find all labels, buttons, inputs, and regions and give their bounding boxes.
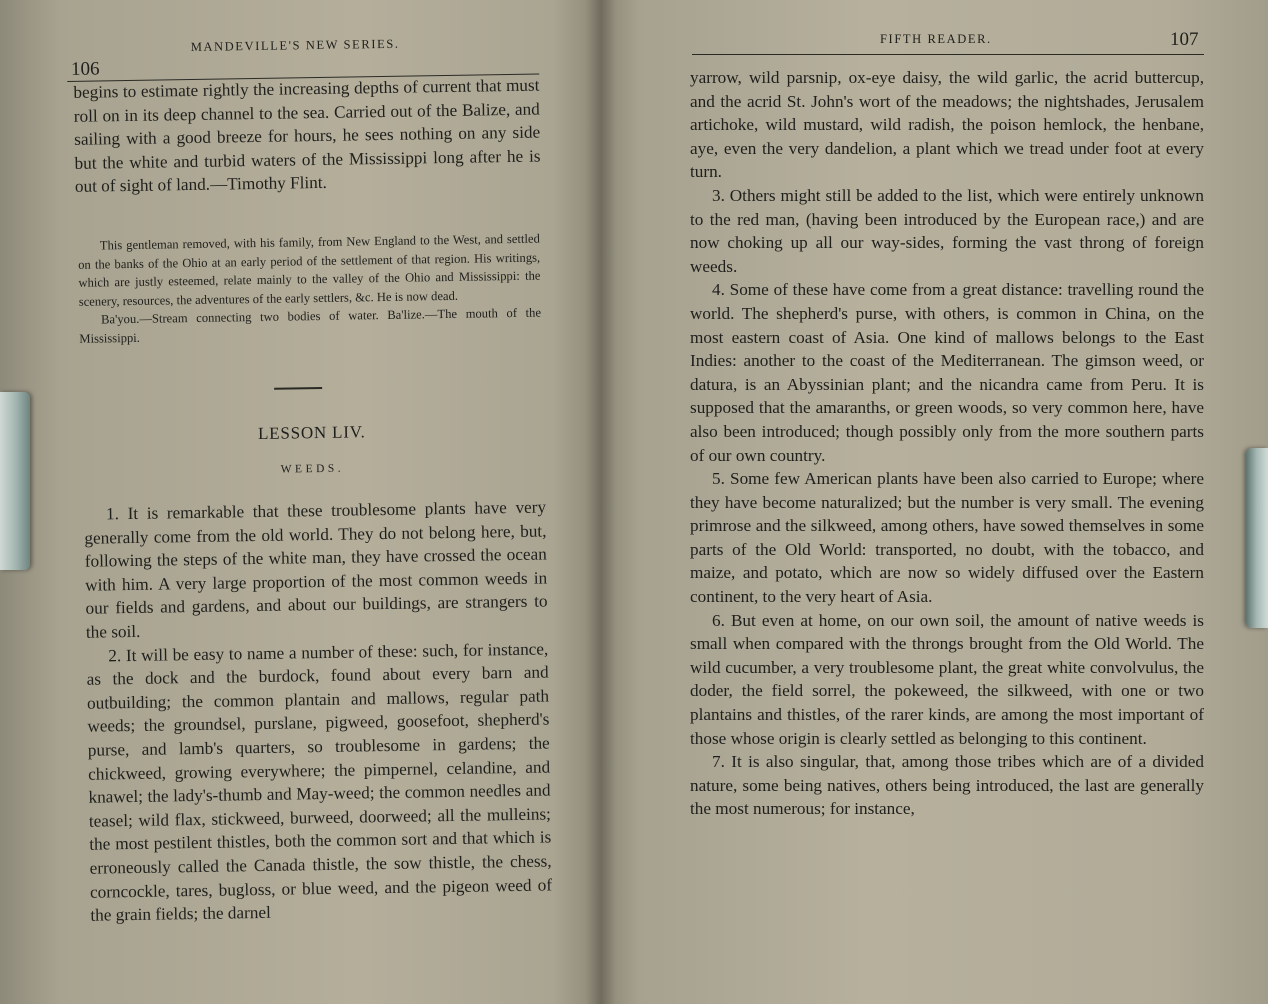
lesson-title: LESSON LIV. — [257, 422, 366, 443]
footnote-author: This gentleman removed, with his family, from New England to the West, and settled on the banks of the Ohio at an early period of the settlement of that region. His writings, which are justly esteemed, relate mainly to the valley of the Ohio and Mississippi: the scenery, resources, the adventures of the early settlers, &c. He is now dead. — [78, 231, 541, 309]
right-text — [690, 66, 1204, 821]
right-paragraph-4: 4. Some of these have come from a great distance: travelling round the world. The shepherd's purse, with others, is common in China, on the most eastern coast of Asia. One kind of mallows belongs to the East Indies: another to the coast of the Mediterranean. The gimson weed, or datura, is an Abyssinian plant; and the nicandra came from Peru. It is supposed that the amaranths, or green woods, so very common here, have also been introduced; though possibly only from the more southern parts of our own country. — [690, 280, 1204, 465]
left-continued-text — [73, 74, 541, 199]
footnote-glossary: Ba'you.—Stream connecting two bodies of water. Ba'lize.—The mouth of the Mississippi. — [79, 305, 542, 346]
left-page — [0, 0, 600, 1004]
lesson-paragraph-1: 1. It is remarkable that these troublesome plants have very generally come from the old world. They do not belong here, but, following the steps of the white man, they have crossed the ocean with him. A very large proportion of the most common weeds in our fields and gardens, and about our buildings, are strangers to the soil. — [84, 497, 548, 642]
left-paragraph-continued: begins to estimate rightly the increasing depths of current that must roll on in its deep channel to the sea. Carried out of the Balize, and sailing with a good breeze for hours, he sees nothing on any side but the white and turbid waters of the Mississippi long after he is out of sight of land.—Timothy Flint. — [73, 75, 541, 197]
lesson-paragraph-2: 2. It will be easy to name a number of these: such, for instance, as the dock and the burdock, found about every barn and outbuilding; the common plantain and mallows, regular path weeds; the groundsel, purslane, pigweed, goosefoot, shepherd's purse, and lamb's quarters, so troublesome in gardens; the chickweed, growing everywhere; the pimpernel, celandine, and knawel; the lady's-thumb and May-weed; the common needles and teasel; wild flax, stickweed, burweed, doorweed; all the mulleins; the most pestilent thistles, both the common sort and that which is erroneously called the Canada thistle, the sow thistle, the chess, corncockle, tares, bugloss, or blue weed, and the pigeon weed of the grain fields; the darnel — [86, 639, 553, 925]
right-paragraph-7: 7. It is also singular, that, among those tribes which are of a divided nature, some being natives, others being introduced, the last are generally the most numerous; for instance, — [690, 752, 1204, 819]
lesson-subtitle: WEEDS. — [280, 462, 345, 476]
left-footnotes — [78, 230, 542, 349]
lesson-text — [84, 495, 553, 927]
left-page-number: 106 — [70, 58, 100, 80]
right-page — [600, 0, 1268, 1004]
right-page-number: 107 — [1170, 29, 1199, 50]
right-running-head: FIFTH READER. — [880, 32, 992, 46]
book-gutter — [586, 0, 616, 1004]
right-header-rule — [692, 54, 1204, 55]
right-paragraph-6: 6. But even at home, on our own soil, the amount of native weeds is small when compared with the throngs brought from the Old World. The wild cucumber, a very troublesome plant, the great white convolvulus, the doder, the field sorrel, the pokeweed, the silkweed, with one or two plantains and thistles, of the rarer kinds, are among the most important of those whose origin is clearly settled as belonging to this continent. — [690, 610, 1204, 748]
section-divider — [274, 387, 322, 390]
left-running-head: MANDEVILLE'S NEW SERIES. — [190, 36, 400, 55]
right-paragraph-3: 3. Others might still be added to the list, which were entirely unknown to the red man, (having been introduced by the European race,) and are now choking up all our way-sides, forming the vast throng of foreign weeds. — [690, 185, 1204, 276]
right-paragraph-continued: yarrow, wild parsnip, ox-eye daisy, the wild garlic, the acrid buttercup, and the acrid St. John's wort of the meadows; the nightshades, Jerusalem artichoke, wild mustard, wild radish, the poison hemlock, the henbane, aye, even the very dandelion, a plant which we tread under foot at every turn. — [690, 68, 1204, 182]
right-page-clip — [1246, 448, 1268, 628]
right-paragraph-5: 5. Some few American plants have been also carried to Europe; where they have become naturalized; but the number is very small. The evening primrose and the silkweed, among others, have sowed themselves in some parts of the Old World: transported, no doubt, with the tobacco, and maize, and potato, which are now so widely diffused over the Eastern continent, to the very heart of Asia. — [690, 469, 1204, 607]
left-page-clip — [0, 392, 30, 570]
